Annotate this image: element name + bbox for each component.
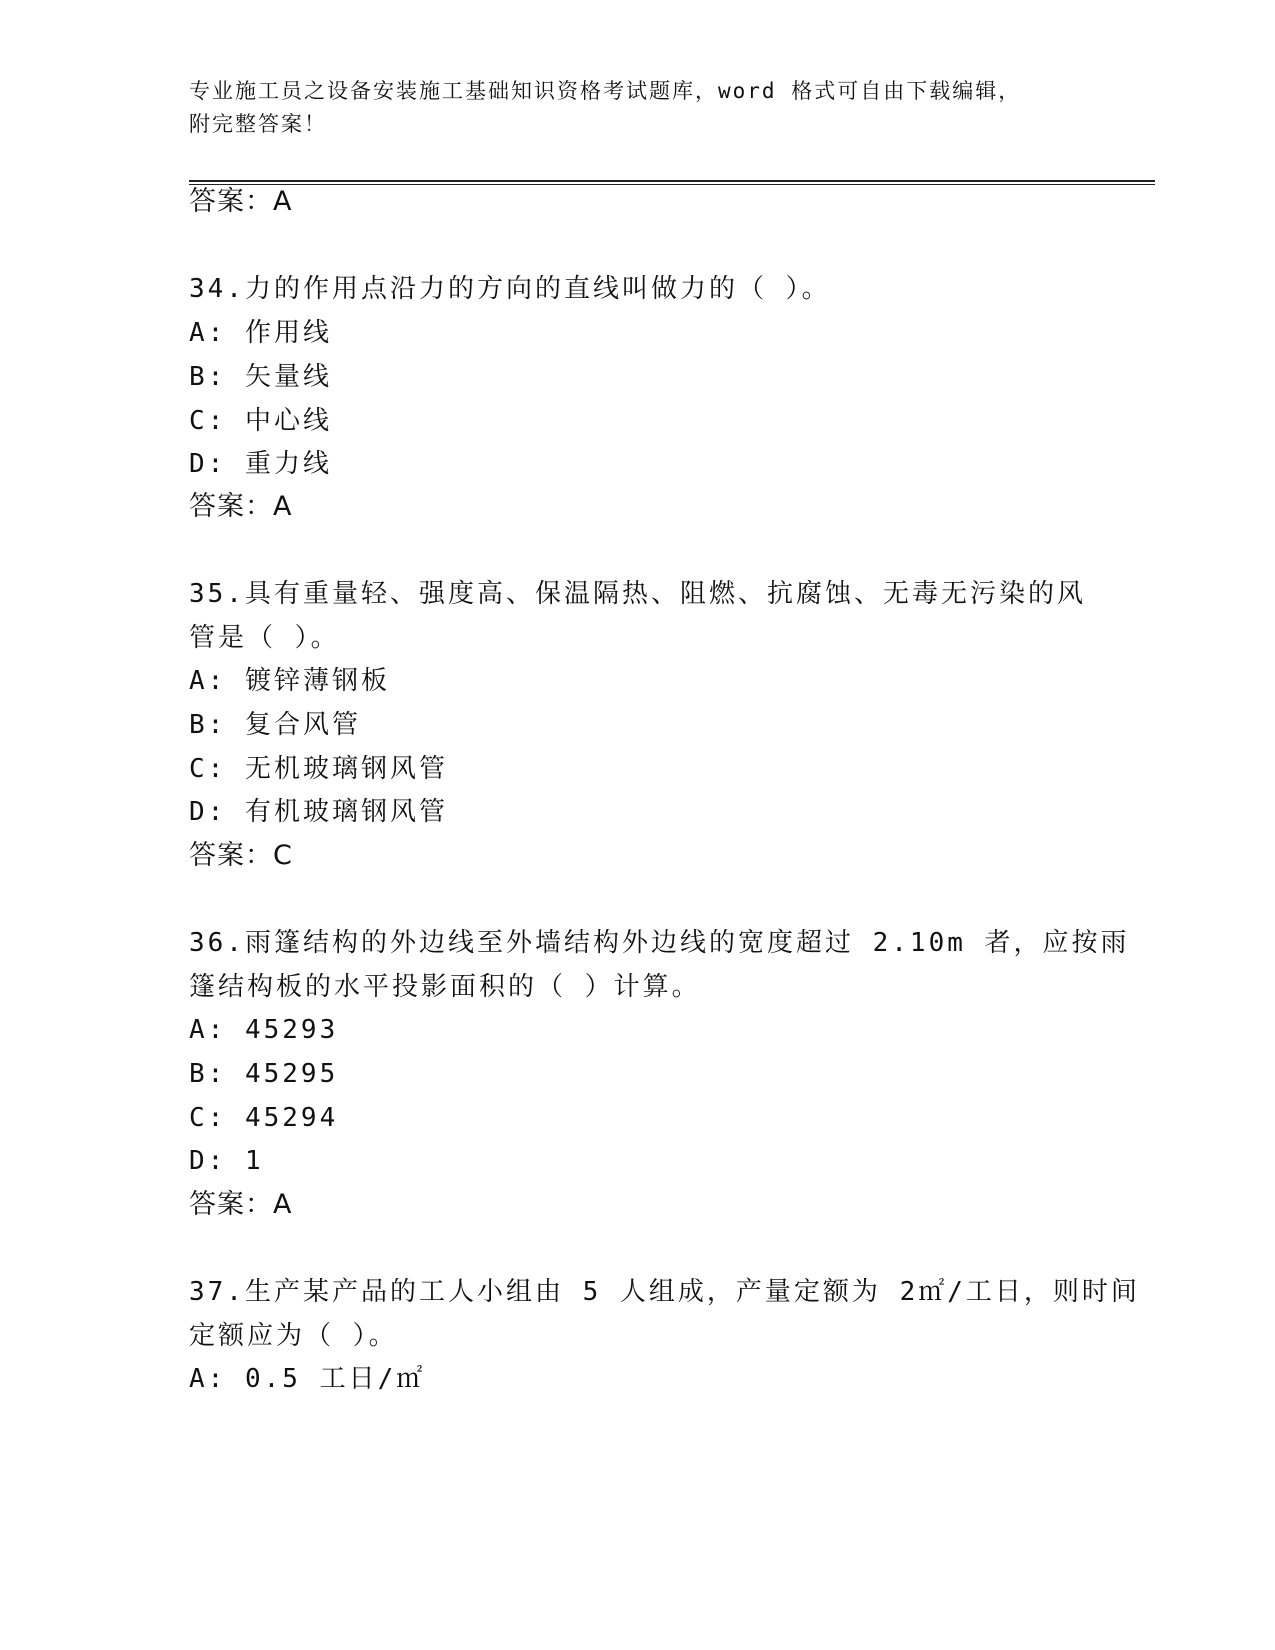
- answer-line: 答案：A: [189, 186, 293, 217]
- answer-line: 答案：A: [189, 491, 293, 522]
- question-stem-continued: 定额应为（ ）。: [189, 1321, 398, 1351]
- option-d: D: 重力线: [189, 449, 332, 479]
- question-stem: 37.生产某产品的工人小组由 5 人组成，产量定额为 2㎡/工日，则时间: [189, 1277, 1140, 1307]
- document-header: [189, 75, 1069, 141]
- question-stem: 34.力的作用点沿力的方向的直线叫做力的（ ）。: [189, 274, 831, 304]
- option-b: B: 复合风管: [189, 710, 361, 740]
- option-c: C: 无机玻璃钢风管: [189, 754, 448, 784]
- question-stem-continued: 管是（ ）。: [189, 623, 340, 653]
- option-d: D: 有机玻璃钢风管: [189, 797, 448, 827]
- option-c: C: 45294: [189, 1103, 339, 1133]
- question-stem: 36.雨篷结构的外边线至外墙结构外边线的宽度超过 2.10m 者，应按雨: [189, 928, 1130, 958]
- question-stem-continued: 篷结构板的水平投影面积的（ ）计算。: [189, 972, 701, 1002]
- option-a: A: 作用线: [189, 318, 332, 348]
- option-a: A: 0.5 工日/㎡: [189, 1364, 426, 1394]
- option-b: B: 45295: [189, 1059, 339, 1089]
- option-a: A: 镀锌薄钢板: [189, 666, 390, 696]
- header-line-1: 专业施工员之设备安装施工基础知识资格考试题库，word 格式可自由下载编辑，: [189, 79, 1022, 103]
- header-divider: [189, 180, 1155, 185]
- option-d: D: 1: [189, 1146, 264, 1176]
- option-a: A: 45293: [189, 1015, 339, 1045]
- option-c: C: 中心线: [189, 406, 332, 436]
- header-line-2: 附完整答案！: [189, 112, 327, 136]
- option-b: B: 矢量线: [189, 362, 332, 392]
- answer-line: 答案：C: [189, 840, 293, 871]
- answer-line: 答案：A: [189, 1189, 293, 1220]
- question-stem: 35.具有重量轻、强度高、保温隔热、阻燃、抗腐蚀、无毒无污染的风: [189, 579, 1086, 609]
